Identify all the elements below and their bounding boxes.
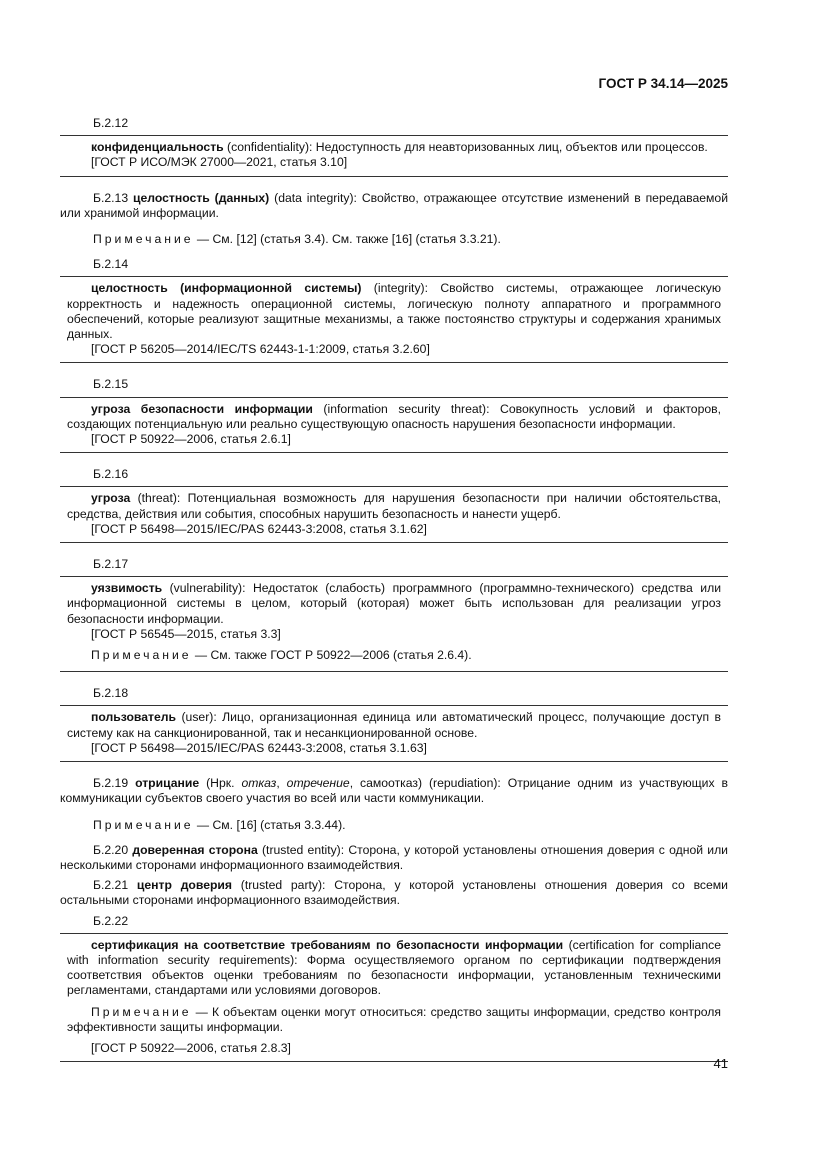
source-reference: [ГОСТ Р ИСО/МЭК 27000—2021, статья 3.10]: [91, 155, 348, 170]
term-definition: [60, 191, 728, 221]
definition-text: (user): Лицо, организационная единица или автоматический процесс, получающие доступ в систему как на санкционированной, так и несанкционированной основе.: [67, 710, 721, 740]
term: целостность (данных): [133, 190, 270, 205]
note-text: — См. также ГОСТ Р 50922—2006 (статья 2.6.4).: [191, 648, 472, 663]
entry-number: Б.2.16: [93, 467, 129, 482]
definition-text: (data integrity): Свойство, отражающее отсутствие изменений в передаваемой или хранимой информации.: [60, 190, 728, 220]
term-box: [60, 705, 728, 762]
term-definition: [60, 878, 728, 908]
definition-text: , самоотказ) (repudiation): Отрицание одним из участвующих в коммуникации субъектов своего участия во всей или части коммуникации.: [60, 776, 728, 806]
entry-number: Б.2.13: [93, 190, 134, 205]
note-text: — См. [16] (статья 3.3.44).: [193, 817, 346, 832]
definition-text: (trusted party): Сторона, у которой установлены отношения доверия со всеми остальными сторонами информационного взаимодействия.: [60, 878, 728, 908]
deprecated-term: отказ: [241, 776, 277, 791]
term-definition: [67, 710, 721, 740]
definition-text: (confidentiality): Недоступность для неавторизованных лиц, объектов или процессов.: [223, 140, 708, 155]
term-definition: [67, 581, 721, 627]
source-reference: [ГОСТ Р 56545—2015, статья 3.3]: [91, 626, 281, 641]
note-label: Примечание: [93, 817, 194, 832]
definition-text: (information security threat): Совокупность условий и факторов, создающих потенциальную или реально существующую опасность нарушения безопасности информации.: [67, 401, 721, 431]
note-text: — См. [12] (статья 3.4). См. также [16] (статья 3.3.21).: [193, 232, 501, 247]
term: доверенная сторона: [132, 842, 258, 857]
document-body: [60, 116, 728, 1076]
entry-number: Б.2.15: [93, 377, 129, 392]
source-reference: [ГОСТ Р 56498—2015/IEC/PAS 62443-3:2008, статья 3.1.62]: [91, 521, 427, 536]
term-definition: [67, 140, 721, 155]
note: [67, 648, 721, 663]
note-label: Примечание: [93, 232, 194, 247]
term: угроза: [91, 491, 131, 506]
term: центр доверия: [136, 878, 233, 893]
page-number: 41: [713, 1056, 728, 1071]
entry-number: Б.2.14: [93, 257, 129, 272]
entry-number: Б.2.17: [93, 557, 129, 572]
term: отрицание: [135, 776, 200, 791]
entry-number: Б.2.22: [93, 913, 129, 928]
definition-text: (Нрк.: [199, 776, 242, 791]
entry-number: Б.2.19: [93, 776, 136, 791]
term-definition: [60, 843, 728, 873]
note: [67, 1005, 721, 1035]
definition-text: (integrity): Свойство системы, отражающее логическую корректность и надежность операционной системы, логическую полноту аппаратного и программного обеспечений, которые реализуют защитные механизмы, а также постоянство структуры и содержания хранимых данных.: [67, 281, 721, 342]
term-definition: [60, 776, 728, 806]
term: уязвимость: [91, 581, 163, 596]
term: целостность (информационной системы): [91, 281, 362, 296]
source-reference: [ГОСТ Р 56498—2015/IEC/PAS 62443-3:2008, статья 3.1.63]: [91, 740, 427, 755]
term: конфиденциальность: [91, 140, 224, 155]
term-box: [60, 276, 728, 363]
source-reference: [ГОСТ Р 50922—2006, статья 2.6.1]: [91, 432, 291, 447]
definition-text: (threat): Потенциальная возможность для нарушения безопасности при наличии обстоятельства, средства, действия или события, способных нарушить безопасность и нанести ущерб.: [67, 491, 721, 521]
note-text: — К объектам оценки могут относиться: средство защиты информации, средство контроля эффективности защиты информации.: [67, 1004, 721, 1034]
definition-text: (vulnerability): Недостаток (слабость) программного (программно-технического) средства или информационной системы в целом, который (которая) может быть использован для реализации угроз безопасности информации.: [67, 581, 721, 626]
source-reference: [ГОСТ Р 56205—2014/IEC/TS 62443-1-1:2009, статья 3.2.60]: [91, 342, 430, 357]
term: сертификация на соответствие требованиям по безопасности информации: [91, 937, 564, 952]
term: пользователь: [91, 710, 177, 725]
entry-number: Б.2.18: [93, 686, 129, 701]
definition-text: (certification for compliance with information security requirements): Форма осуществляемого органом по сертификации подтверждения соответствия объектов оценки требованиям по безопасности информации, установленным техническими регламентами, стандартами или условиями договоров.: [67, 937, 721, 998]
source-reference: [ГОСТ Р 50922—2006, статья 2.8.3]: [91, 1040, 291, 1055]
entry-number: Б.2.12: [93, 116, 129, 130]
note-label: Примечание: [91, 1004, 192, 1019]
term-definition: [67, 938, 721, 999]
entry-number: Б.2.21: [93, 878, 137, 893]
term-definition: [67, 491, 721, 521]
term-box: [60, 397, 728, 454]
definition-text: ,: [276, 776, 287, 791]
note: [60, 818, 728, 833]
note: [60, 232, 728, 247]
term: угроза безопасности информации: [91, 401, 313, 416]
term-box: [60, 933, 728, 1062]
term-definition: [67, 402, 721, 432]
deprecated-term: отречение: [286, 776, 350, 791]
document-header: ГОСТ Р 34.14—2025: [598, 76, 728, 91]
definition-text: (trusted entity): Сторона, у которой установлены отношения доверия с одной или несколькими сторонами информационного взаимодействия.: [60, 842, 728, 872]
term-definition: [67, 281, 721, 342]
entry-number: Б.2.20: [93, 842, 133, 857]
note-label: Примечание: [91, 648, 192, 663]
term-box: [60, 135, 728, 176]
term-box: [60, 576, 728, 672]
term-box: [60, 486, 728, 543]
